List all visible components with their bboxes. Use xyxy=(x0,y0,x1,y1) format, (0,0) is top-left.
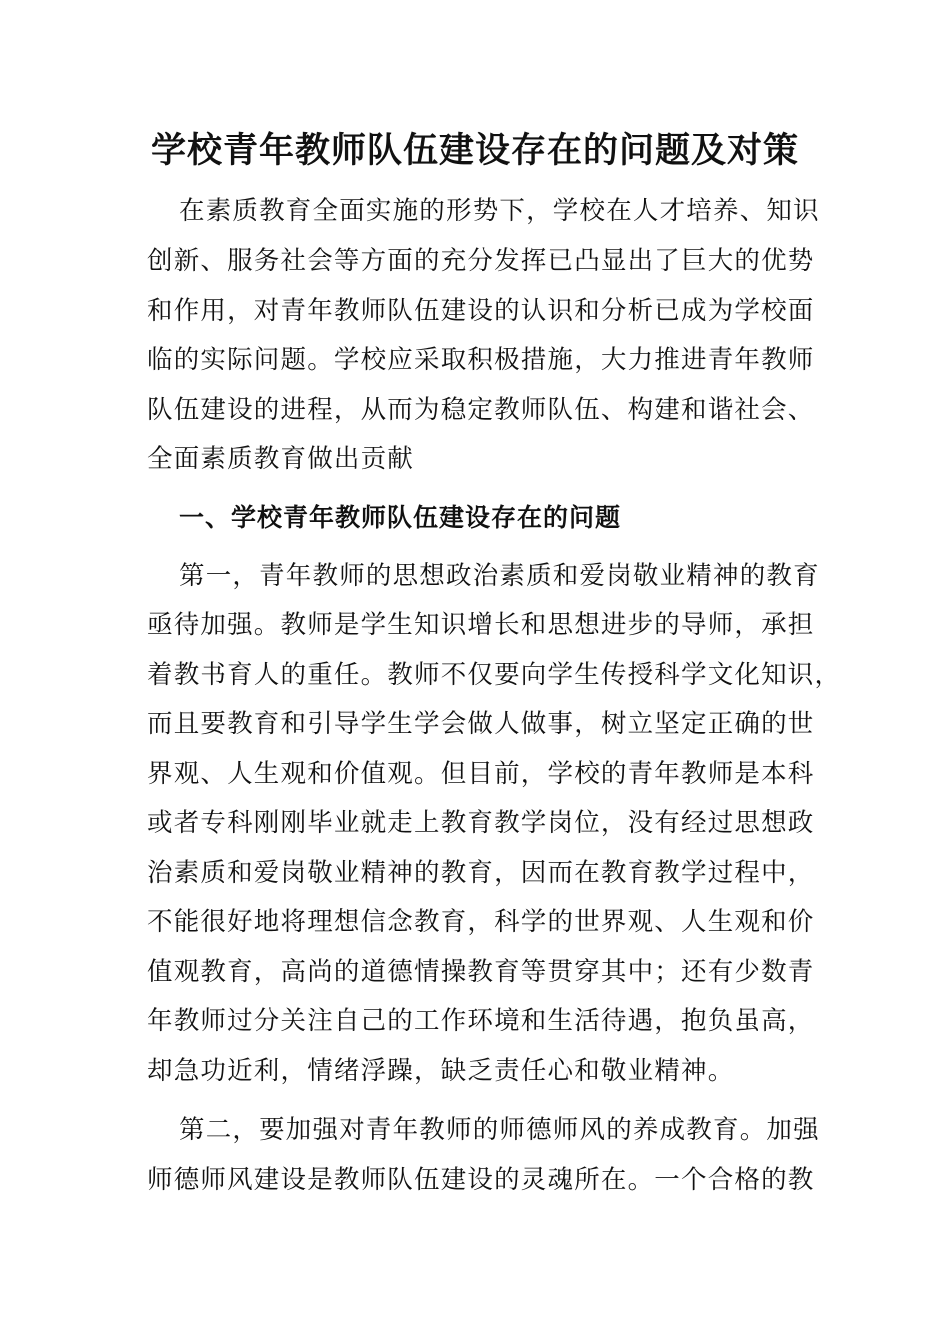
para1-line-1: 第一，青年教师的思想政治素质和爱岗敬业精神的教育 xyxy=(179,561,820,591)
intro-line-2: 创新、服务社会等方面的充分发挥已凸显出了巨大的优势 xyxy=(147,246,815,276)
para2-line-1: 第二，要加强对青年教师的师德师风的养成教育。加强 xyxy=(179,1115,820,1145)
para2-line-2: 师德师风建设是教师队伍建设的灵魂所在。一个合格的教 xyxy=(147,1165,815,1195)
para1-line-7: 治素质和爱岗敬业精神的教育，因而在教育教学过程中， xyxy=(147,858,815,888)
intro-line-6: 全面素质教育做出贡献 xyxy=(147,444,415,474)
para1-line-6: 或者专科刚刚毕业就走上教育教学岗位，没有经过思想政 xyxy=(147,808,815,838)
intro-line-4: 临的实际问题。学校应采取积极措施，大力推进青年教师 xyxy=(147,345,815,375)
intro-line-1: 在素质教育全面实施的形势下，学校在人才培养、知识 xyxy=(179,196,820,226)
section-heading-1: 一、学校青年教师队伍建设存在的问题 xyxy=(179,503,622,532)
intro-line-3: 和作用，对青年教师队伍建设的认识和分析已成为学校面 xyxy=(147,296,815,326)
para1-line-9: 值观教育，高尚的道德情操教育等贯穿其中；还有少数青 xyxy=(147,957,815,987)
para1-line-8: 不能很好地将理想信念教育，科学的世界观、人生观和价 xyxy=(147,907,815,937)
document-title: 学校青年教师队伍建设存在的问题及对策 xyxy=(150,130,799,171)
para1-line-3: 着教书育人的重任。教师不仅要向学生传授科学文化知识， xyxy=(147,660,842,690)
para1-line-11: 却急功近利，情绪浮躁，缺乏责任心和敬业精神。 xyxy=(147,1056,735,1086)
para1-line-2: 亟待加强。教师是学生知识增长和思想进步的导师，承担 xyxy=(147,610,815,640)
intro-line-5: 队伍建设的进程，从而为稳定教师队伍、构建和谐社会、 xyxy=(147,395,815,425)
para1-line-4: 而且要教育和引导学生学会做人做事，树立坚定正确的世 xyxy=(147,709,815,739)
para1-line-5: 界观、人生观和价值观。但目前，学校的青年教师是本科 xyxy=(147,759,815,789)
para1-line-10: 年教师过分关注自己的工作环境和生活待遇，抱负虽高， xyxy=(147,1006,815,1036)
